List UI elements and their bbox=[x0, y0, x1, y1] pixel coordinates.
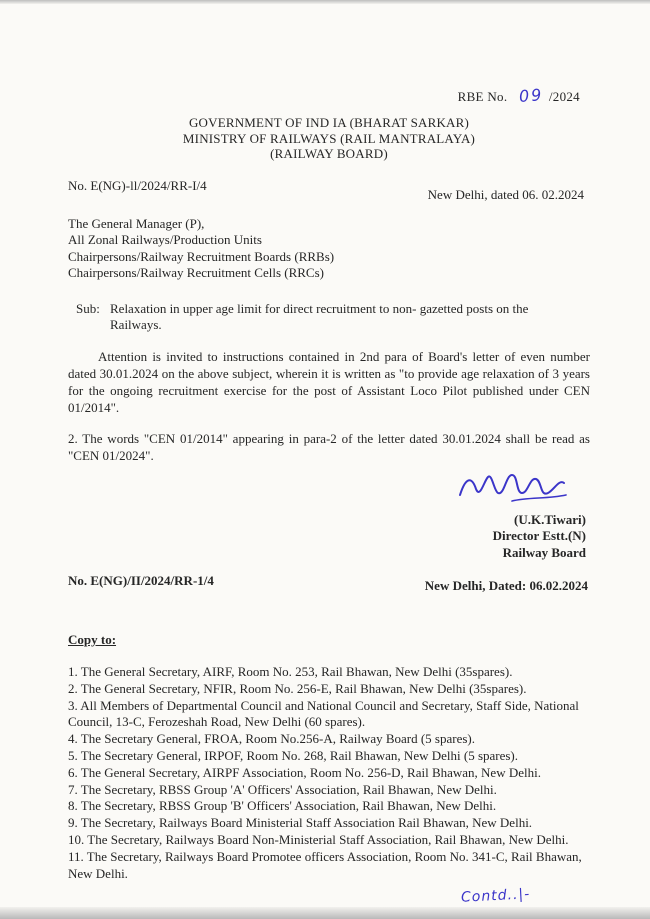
rbe-label: RBE No. bbox=[457, 89, 508, 104]
rbe-year: /2024 bbox=[548, 89, 580, 104]
copy-to-item: 2. The General Secretary, NFIR, Room No. 256-E, Rail Bhawan, New Delhi (35spares). bbox=[68, 680, 527, 696]
scan-edge-top bbox=[0, 0, 650, 4]
rbe-handwritten-number: 09 bbox=[518, 84, 545, 107]
reference-place-date: New Delhi, dated 06. 02.2024 bbox=[427, 186, 584, 202]
copy-to-item: 11. The Secretary, Railways Board Promotee officers Association, Room No. 341-C, Rail Bhawan, New Delhi. bbox=[68, 848, 582, 881]
contd-handwritten-note: Contd..|- bbox=[460, 886, 531, 907]
addressee-line: Chairpersons/Railway Recruitment Boards (RRBs) bbox=[68, 248, 335, 264]
reference-number: No. E(NG)-ll/2024/RR-I/4 bbox=[68, 177, 207, 193]
copy-to-item: 10. The Secretary, Railways Board Non-Ministerial Staff Association, Rail Bhawan, New Delhi. bbox=[68, 831, 569, 847]
copy-to-item: 3. All Members of Departmental Council and National Council and Secretary, Staff Side, National Council, 13-C, Ferozeshah Road, New Delhi (60 spares). bbox=[68, 697, 579, 730]
rbe-number-line bbox=[68, 86, 590, 105]
copy-to-heading: Copy to: bbox=[68, 632, 117, 647]
copy-to-list bbox=[68, 664, 590, 882]
government-header bbox=[68, 115, 590, 162]
signatory-org: Railway Board bbox=[502, 544, 586, 560]
copy-to-item: 5. The Secretary General, IRPOF, Room No. 268, Rail Bhawan, New Delhi (5 spares). bbox=[68, 747, 519, 763]
copy-to-item: 1. The General Secretary, AIRF, Room No. 253, Rail Bhawan, New Delhi (35spares). bbox=[68, 664, 513, 679]
signature-block bbox=[68, 468, 590, 562]
body-paragraph-1: Attention is invited to instructions contained in 2nd para of Board's letter of even number dated 30.01.2024 on the above subject, wherein it is written as "to provide age relaxation of 3 years for the ongoing recruitment exercise for the post of Assistant Loco Pilot published under CEN 01/2014". bbox=[68, 348, 590, 415]
copy-to-item: 6. The General Secretary, AIRPF Association, Room No. 256-D, Rail Bhawan, New Delhi. bbox=[68, 764, 541, 780]
subject-label: Sub: bbox=[76, 300, 100, 316]
reference-row bbox=[68, 178, 590, 203]
contd-line bbox=[68, 886, 590, 907]
handwritten-signature-icon bbox=[454, 468, 572, 510]
addressee-line: The General Manager (P), bbox=[68, 215, 205, 231]
gov-header-line1: GOVERNMENT OF IND IA (BHARAT SARKAR) bbox=[188, 115, 470, 130]
signatory-title: Director Estt.(N) bbox=[492, 528, 586, 543]
footer-reference-place-date: New Delhi, Dated: 06.02.2024 bbox=[424, 578, 588, 593]
subject-line bbox=[68, 301, 590, 334]
subject-text: Relaxation in upper age limit for direct recruitment to non- gazetted posts on the Railways. bbox=[110, 300, 529, 332]
body-paragraph-2: 2. The words "CEN 01/2014" appearing in para-2 of the letter dated 30.01.2024 shall be read as "CEN 01/2024". bbox=[68, 430, 590, 463]
gov-header-line3: (RAILWAY BOARD) bbox=[270, 146, 388, 161]
copy-to-item: 4. The Secretary General, FROA, Room No.256-A, Railway Board (5 spares). bbox=[68, 731, 475, 747]
addressee-block bbox=[68, 216, 590, 282]
footer-reference-number: No. E(NG)/II/2024/RR-1/4 bbox=[68, 573, 214, 588]
copy-to-item: 8. The Secretary, RBSS Group 'B' Officers' Association, Rail Bhawan, New Delhi. bbox=[68, 798, 497, 814]
signatory-details bbox=[68, 512, 586, 562]
signatory-name: (U.K.Tiwari) bbox=[514, 511, 586, 527]
copy-to-item: 7. The Secretary, RBSS Group 'A' Officers' Association, Rail Bhawan, New Delhi. bbox=[68, 781, 497, 797]
scan-edge-bottom bbox=[0, 907, 650, 919]
footer-reference-row bbox=[68, 573, 590, 594]
copy-to-item: 9. The Secretary, Railways Board Ministerial Staff Association Rail Bhawan, New Delhi. bbox=[68, 815, 533, 831]
addressee-line: Chairpersons/Railway Recruitment Cells (RRCs) bbox=[68, 265, 324, 280]
addressee-line: All Zonal Railways/Production Units bbox=[68, 232, 262, 247]
gov-header-line2: MINISTRY OF RAILWAYS (RAIL MANTRALAYA) bbox=[182, 130, 476, 146]
